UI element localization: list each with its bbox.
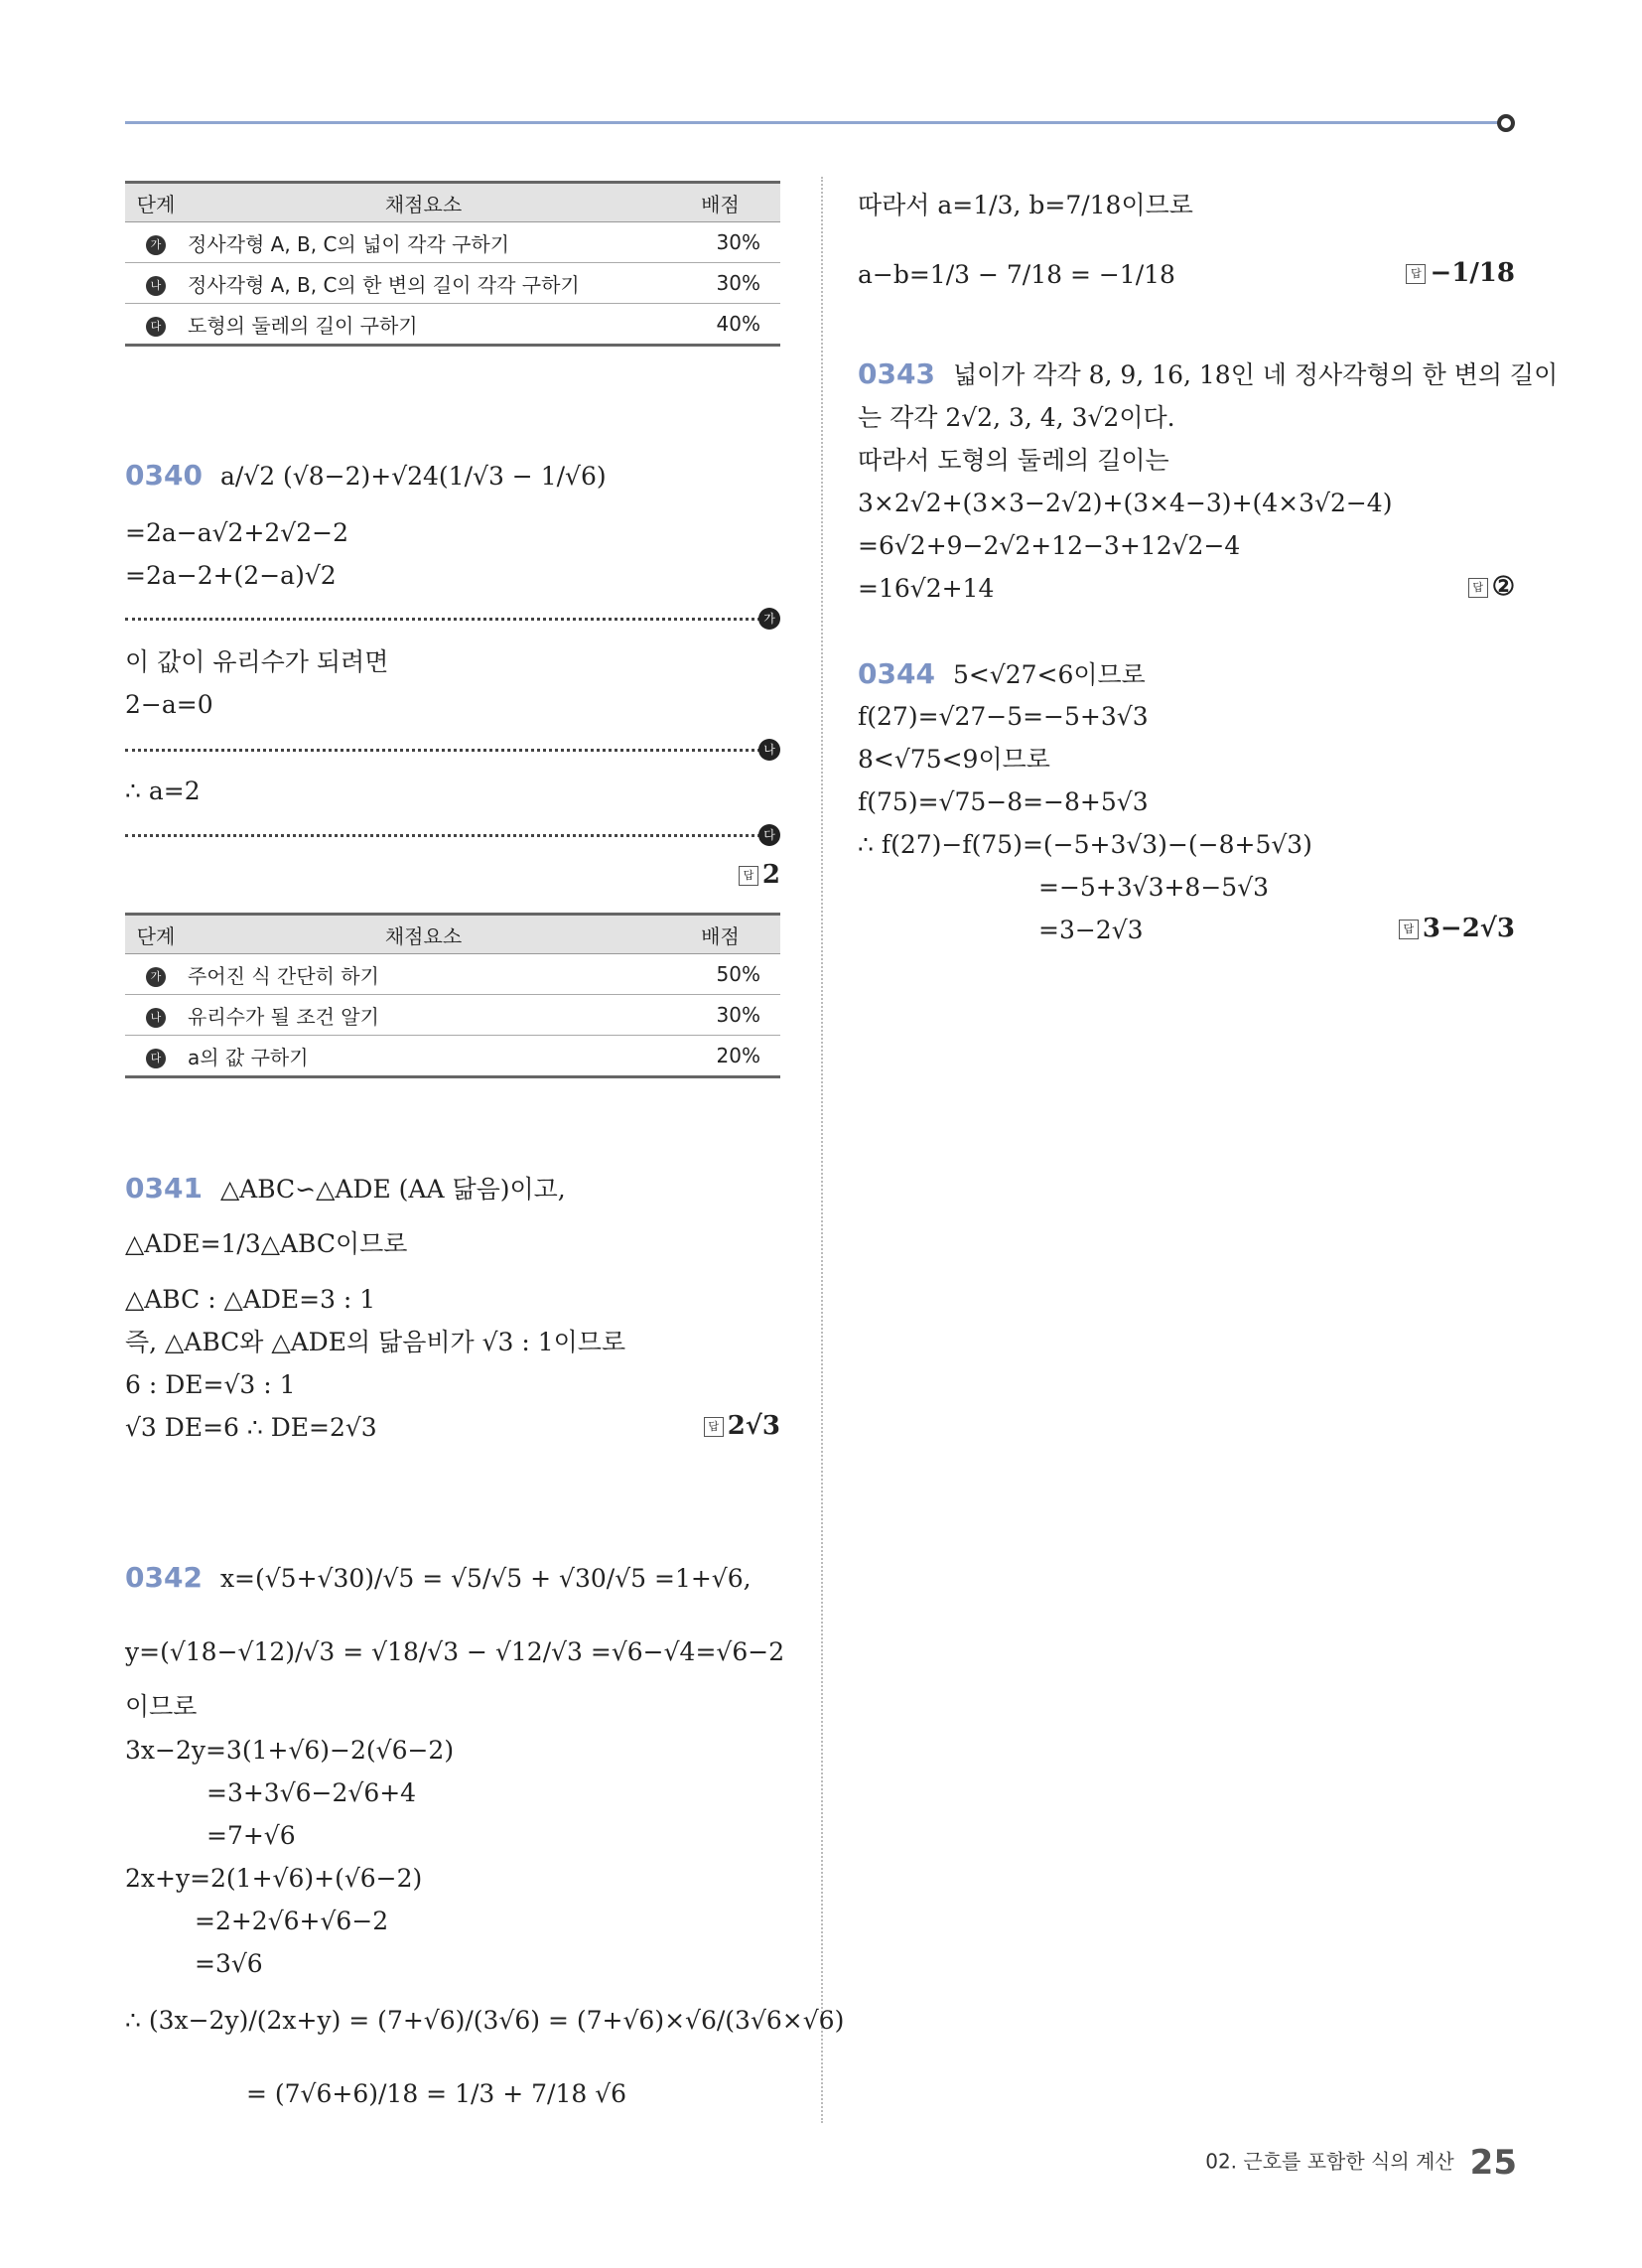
- table-row: [125, 954, 780, 995]
- math-line: y=(√18−√12)/√3 = √18/√3 − √12/√3 =√6−√4=√6−2: [125, 1637, 785, 1666]
- table-header: 단계: [125, 183, 187, 222]
- problem-number: 0344: [858, 657, 935, 690]
- math-line: △ABC : △ADE=3 : 1: [125, 1285, 376, 1314]
- problem-0344-line: 0344 5<√27<6이므로: [858, 657, 1146, 690]
- problem-number: 0341: [125, 1172, 203, 1205]
- table-cell: 40%: [660, 304, 780, 346]
- math-line: =2+2√6+√6−2: [195, 1907, 389, 1935]
- problem-number: 0342: [125, 1561, 203, 1594]
- text-line: 따라서 a=1/3, b=7/18이므로: [858, 191, 1193, 219]
- table-cell: 도형의 둘레의 길이 구하기: [187, 304, 660, 346]
- answer-0341: 답 2√3: [704, 1411, 780, 1441]
- problem-0340-line: 0340 a/√2 (√8−2)+√24(1/√3 − 1/√6): [125, 459, 607, 492]
- answer-icon: 답: [1406, 264, 1426, 284]
- table-cell: 주어진 식 간단히 하기: [187, 954, 660, 995]
- scoring-table-1: [125, 181, 780, 347]
- problem-number: 0340: [125, 459, 203, 492]
- math-line: √3 DE=6 ∴ DE=2√3: [125, 1413, 377, 1442]
- math-line: =2a−a√2+2√2−2: [125, 518, 348, 547]
- math-line: 2x+y=2(1+√6)+(√6−2): [125, 1864, 423, 1893]
- problem-0342-line: 0342 x=(√5+√30)/√5 = √5/√5 + √30/√5 =1+√6,: [125, 1561, 752, 1594]
- step-marker: 다: [758, 824, 780, 846]
- step-marker: 나: [758, 739, 780, 761]
- table-header: 배점: [660, 915, 780, 954]
- dotted-separator: [125, 749, 760, 752]
- problem-0341-line: 0341 △ABC∽△ADE (AA 닮음)이고,: [125, 1172, 566, 1205]
- table-header: 배점: [660, 183, 780, 222]
- column-divider: [821, 177, 823, 2123]
- table-header: 채점요소: [187, 915, 660, 954]
- answer-0342: 답 −1/18: [1406, 258, 1515, 288]
- text-line: 이므로: [125, 1692, 198, 1721]
- math-line: = (7√6+6)/18 = 1/3 + 7/18 √6: [246, 2079, 627, 2108]
- answer-icon: 답: [704, 1417, 724, 1437]
- math-line: =3−2√3: [1038, 916, 1144, 944]
- chapter-title: 02. 근호를 포함한 식의 계산: [1205, 2149, 1454, 2174]
- math-line: a−b=1/3 − 7/18 = −1/18: [858, 260, 1175, 289]
- table-row: [125, 995, 780, 1036]
- text-line: 즉, △ABC와 △ADE의 닮음비가 √3 : 1이므로: [125, 1328, 626, 1356]
- answer-icon: 답: [739, 866, 758, 886]
- table-row: [125, 304, 780, 346]
- table-row: [125, 222, 780, 263]
- answer-0344: 답 3−2√3: [1399, 914, 1515, 943]
- text-line: 는 각각 2√2, 3, 4, 3√2이다.: [858, 403, 1175, 432]
- table-header: 단계: [125, 915, 187, 954]
- table-cell: a의 값 구하기: [187, 1036, 660, 1077]
- math-line: ∴ (3x−2y)/(2x+y) = (7+√6)/(3√6) = (7+√6)×√6/(3√6×√6): [125, 2006, 845, 2035]
- math-line: =7+√6: [206, 1821, 296, 1850]
- math-line: =−5+3√3+8−5√3: [1038, 873, 1270, 902]
- right-column: [858, 0, 1559, 2268]
- step-marker: 가: [758, 608, 780, 630]
- math-line: 6 : DE=√3 : 1: [125, 1370, 296, 1399]
- math-line: =16√2+14: [858, 574, 995, 603]
- scoring-table-2: [125, 913, 780, 1078]
- math-line: =2a−2+(2−a)√2: [125, 561, 337, 590]
- step-marker: 다: [146, 1049, 166, 1068]
- math-line: 2−a=0: [125, 690, 213, 719]
- math-line: 8<√75<9이므로: [858, 745, 1050, 774]
- table-cell: 30%: [660, 222, 780, 263]
- math-line: f(27)=√27−5=−5+3√3: [858, 702, 1149, 731]
- math-line: △ADE=1/3△ABC이므로: [125, 1229, 408, 1258]
- text-line: 이 값이 유리수가 되려면: [125, 647, 389, 676]
- table-cell: 유리수가 될 조건 알기: [187, 995, 660, 1036]
- math-line: ∴ f(27)−f(75)=(−5+3√3)−(−8+5√3): [858, 830, 1312, 859]
- page-number: 25: [1469, 2143, 1517, 2183]
- math-line: =3√6: [195, 1949, 263, 1978]
- step-marker: 가: [146, 235, 166, 255]
- table-cell: 정사각형 A, B, C의 한 변의 길이 각각 구하기: [187, 263, 660, 304]
- table-row: [125, 263, 780, 304]
- math-line: =3+3√6−2√6+4: [206, 1778, 417, 1807]
- table-header: 채점요소: [187, 183, 660, 222]
- dotted-separator: [125, 618, 760, 621]
- math-line: f(75)=√75−8=−8+5√3: [858, 787, 1149, 816]
- table-cell: 정사각형 A, B, C의 넓이 각각 구하기: [187, 222, 660, 263]
- step-marker: 가: [146, 967, 166, 987]
- page-footer: [1205, 2143, 1517, 2183]
- problem-number: 0343: [858, 357, 935, 390]
- table-cell: 20%: [660, 1036, 780, 1077]
- step-marker: 나: [146, 276, 166, 296]
- step-marker: 다: [146, 317, 166, 337]
- step-marker: 나: [146, 1008, 166, 1028]
- table-row: [125, 1036, 780, 1077]
- math-line: ∴ a=2: [125, 777, 201, 805]
- left-column: [125, 0, 845, 2268]
- table-cell: 50%: [660, 954, 780, 995]
- math-line: 3x−2y=3(1+√6)−2(√6−2): [125, 1736, 455, 1765]
- answer-0343: 답 ②: [1468, 572, 1515, 602]
- table-cell: 30%: [660, 263, 780, 304]
- text-line: 따라서 도형의 둘레의 길이는: [858, 446, 1169, 475]
- answer-0340: 답 2: [739, 860, 780, 890]
- table-cell: 30%: [660, 995, 780, 1036]
- answer-icon: 답: [1468, 578, 1488, 598]
- answer-icon: 답: [1399, 920, 1419, 939]
- math-line: =6√2+9−2√2+12−3+12√2−4: [858, 531, 1241, 560]
- math-line: 3×2√2+(3×3−2√2)+(3×4−3)+(4×3√2−4): [858, 489, 1393, 517]
- problem-0343-line: 0343 넓이가 각각 8, 9, 16, 18인 네 정사각형의 한 변의 길이: [858, 357, 1559, 390]
- dotted-separator: [125, 834, 760, 837]
